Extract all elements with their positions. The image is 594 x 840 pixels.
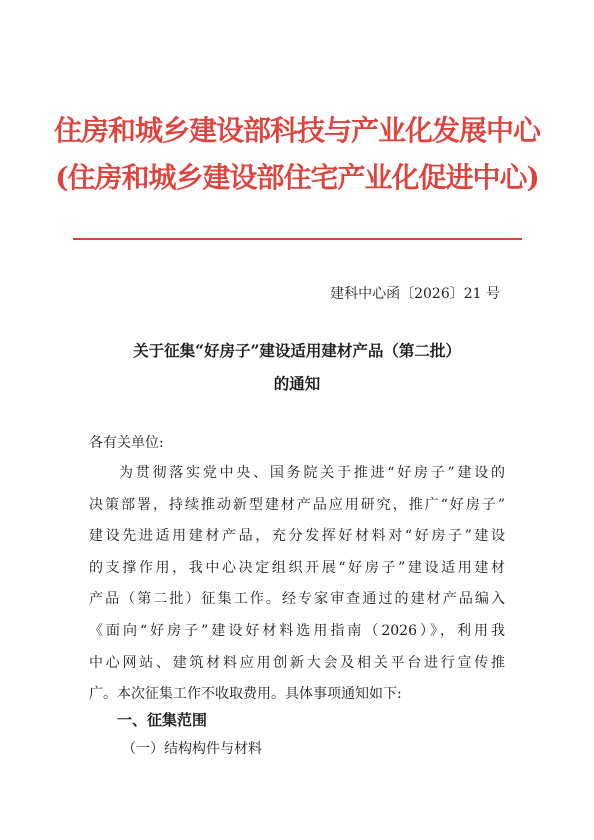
issuer-alias: (住房和城乡建设部住宅产业化促进中心) (55, 161, 539, 194)
red-divider (73, 238, 522, 240)
body-line: 产品（第二批）征集工作。经专家审查通过的建材产品编入 (89, 591, 505, 608)
body-line: 建设先进适用建材产品，充分发挥好材料对“好房子”建设 (89, 528, 505, 545)
subsection-heading: （一）结构构件与材料 (122, 741, 262, 757)
notice-title-line2: 的通知 (273, 374, 321, 393)
body-line: 广。本次征集工作不收取费用。具体事项通知如下: (89, 686, 402, 703)
notice-title-line1: 关于征集“好房子”建设适用建材产品（第二批） (133, 341, 461, 360)
section-heading: 一、征集范围 (117, 711, 208, 729)
body-line: 的支撑作用，我中心决定组织开展“好房子”建设适用建材 (89, 559, 505, 576)
body-line: 中心网站、建筑材料应用创新大会及相关平台进行宣传推 (89, 654, 505, 671)
body-paragraph (89, 458, 505, 711)
issuer-name: 住房和城乡建设部科技与产业化发展中心 (53, 114, 540, 147)
document-number: 建科中心函〔2026〕21 号 (330, 286, 500, 302)
body-line: 为贯彻落实党中央、国务院关于推进“好房子”建设的 (119, 465, 505, 481)
body-line: 决策部署，持续推动新型建材产品应用研究，推广“好房子” (89, 496, 505, 513)
salutation: 各有关单位: (89, 435, 164, 451)
body-line: 《面向“好房子”建设好材料选用指南（2026）》，利用我 (89, 622, 505, 639)
